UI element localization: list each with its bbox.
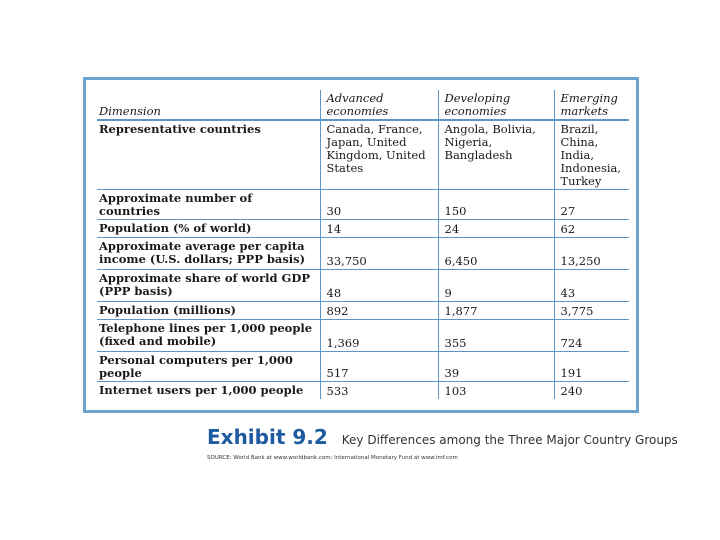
cell-advanced: 892	[320, 302, 438, 320]
cell-developing: 24	[438, 220, 554, 238]
cell-emerging: 13,250	[554, 238, 629, 270]
header-dimension: Dimension	[97, 90, 320, 120]
exhibit-panel	[83, 77, 639, 413]
cell-developing: 355	[438, 320, 554, 352]
cell-advanced: Canada, France, Japan, United Kingdom, United States	[320, 120, 438, 190]
country-groups-table	[97, 90, 629, 399]
cell-developing: 103	[438, 382, 554, 400]
cell-advanced: 533	[320, 382, 438, 400]
header-advanced-economies: Advanced economies	[320, 90, 438, 120]
cell-advanced: 33,750	[320, 238, 438, 270]
cell-emerging: 191	[554, 352, 629, 382]
table-row	[97, 320, 629, 352]
cell-developing: 9	[438, 270, 554, 302]
row-label: Approximate average per capita income (U.S. dollars; PPP basis)	[97, 238, 320, 270]
cell-advanced: 30	[320, 190, 438, 220]
cell-emerging: 62	[554, 220, 629, 238]
cell-emerging: 43	[554, 270, 629, 302]
cell-developing: 39	[438, 352, 554, 382]
row-label: Telephone lines per 1,000 people (fixed and mobile)	[97, 320, 320, 352]
cell-advanced: 517	[320, 352, 438, 382]
exhibit-label: Exhibit 9.2	[207, 425, 328, 449]
table-row	[97, 352, 629, 382]
cell-advanced: 1,369	[320, 320, 438, 352]
cell-emerging: 724	[554, 320, 629, 352]
cell-advanced: 48	[320, 270, 438, 302]
source-note: SOURCE: World Bank at www.worldbank.com; International Monetary Fund at www.imf.com	[207, 455, 458, 461]
table-row	[97, 120, 629, 190]
cell-emerging: 240	[554, 382, 629, 400]
table-row	[97, 382, 629, 400]
row-label: Internet users per 1,000 people	[99, 383, 304, 397]
header-emerging-markets: Emerging markets	[554, 90, 629, 120]
cell-emerging: 27	[554, 190, 629, 220]
row-label: Representative countries	[97, 120, 320, 190]
table-row	[97, 270, 629, 302]
exhibit-title: Key Differences among the Three Major Country Groups	[341, 433, 678, 447]
row-label: Personal computers per 1,000 people	[97, 352, 320, 382]
row-label: Approximate share of world GDP (PPP basis)	[97, 270, 320, 302]
table-row	[97, 302, 629, 320]
table-header-row	[97, 90, 629, 120]
cell-developing: 1,877	[438, 302, 554, 320]
row-label: Population (% of world)	[97, 220, 320, 238]
cell-emerging: 3,775	[554, 302, 629, 320]
cell-developing: 150	[438, 190, 554, 220]
cell-developing: Angola, Bolivia, Nigeria, Bangladesh	[438, 120, 554, 190]
header-developing-economies: Developing economies	[438, 90, 554, 120]
cell-advanced: 14	[320, 220, 438, 238]
exhibit-caption	[207, 425, 678, 449]
cell-developing: 6,450	[438, 238, 554, 270]
table-row	[97, 238, 629, 270]
row-label: Population (millions)	[97, 302, 320, 320]
table-row	[97, 190, 629, 220]
table-row	[97, 220, 629, 238]
row-label: Approximate number of countries	[97, 190, 320, 220]
cell-emerging: Brazil, China, India, Indonesia, Turkey	[554, 120, 629, 190]
